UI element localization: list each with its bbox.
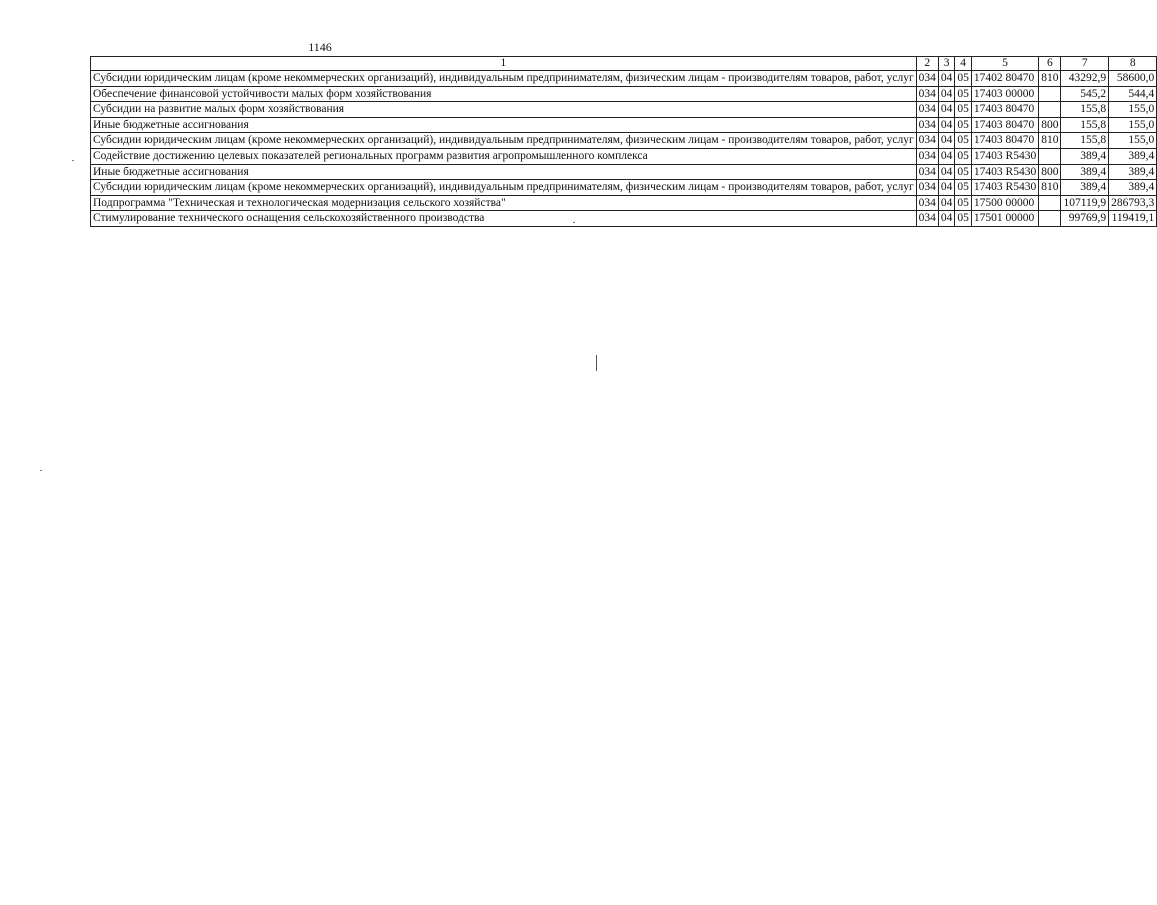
table-row — [91, 86, 1157, 102]
row-col8: 286793,3 — [1109, 195, 1157, 211]
row-ministry: 034 — [916, 133, 938, 149]
column-header-1: 1 — [91, 57, 917, 71]
row-target: 17403 80470 — [971, 117, 1038, 133]
row-target: 17501 00000 — [971, 211, 1038, 227]
row-section: 04 — [938, 117, 955, 133]
row-col8: 58600,0 — [1109, 71, 1157, 87]
table-row — [91, 180, 1157, 196]
row-section: 04 — [938, 86, 955, 102]
row-name: Субсидии юридическим лицам (кроме некоммерческих организаций), индивидуальным предпринимателям, физическим лицам - производителям товаров, работ, услуг — [91, 180, 917, 196]
row-col8: 155,0 — [1109, 133, 1157, 149]
row-subsection: 05 — [955, 164, 972, 180]
row-section: 04 — [938, 164, 955, 180]
row-col7: 43292,9 — [1061, 71, 1109, 87]
row-vr: 810 — [1039, 180, 1061, 196]
row-ministry: 034 — [916, 211, 938, 227]
column-header-6: 6 — [1039, 57, 1061, 71]
row-col7: 155,8 — [1061, 102, 1109, 118]
row-subsection: 05 — [955, 133, 972, 149]
row-vr: 800 — [1039, 164, 1061, 180]
scan-speck — [72, 160, 74, 161]
column-header-7: 7 — [1061, 57, 1109, 71]
row-vr — [1039, 86, 1061, 102]
row-section: 04 — [938, 133, 955, 149]
row-name: Субсидии юридическим лицам (кроме некоммерческих организаций), индивидуальным предпринимателям, физическим лицам - производителям товаров, работ, услуг — [91, 71, 917, 87]
row-ministry: 034 — [916, 86, 938, 102]
row-vr — [1039, 102, 1061, 118]
row-name: Иные бюджетные ассигнования — [91, 117, 917, 133]
row-name: Стимулирование технического оснащения сельскохозяйственного производства — [91, 211, 917, 227]
row-target: 17403 80470 — [971, 102, 1038, 118]
table-row — [91, 164, 1157, 180]
row-col8: 155,0 — [1109, 117, 1157, 133]
row-col7: 155,8 — [1061, 117, 1109, 133]
row-subsection: 05 — [955, 102, 972, 118]
row-col7: 155,8 — [1061, 133, 1109, 149]
row-subsection: 05 — [955, 148, 972, 164]
row-ministry: 034 — [916, 117, 938, 133]
page-number: 1146 — [308, 40, 332, 54]
row-name: Иные бюджетные ассигнования — [91, 164, 917, 180]
row-section: 04 — [938, 71, 955, 87]
row-section: 04 — [938, 195, 955, 211]
row-target: 17403 00000 — [971, 86, 1038, 102]
row-target: 17403 R5430 — [971, 180, 1038, 196]
row-name: Субсидии на развитие малых форм хозяйствования — [91, 102, 917, 118]
row-subsection: 05 — [955, 180, 972, 196]
row-vr: 810 — [1039, 71, 1061, 87]
column-header-2: 2 — [916, 57, 938, 71]
row-col8: 119419,1 — [1109, 211, 1157, 227]
header-row — [91, 57, 1157, 71]
row-target: 17402 80470 — [971, 71, 1038, 87]
row-name: Обеспечение финансовой устойчивости малых форм хозяйствования — [91, 86, 917, 102]
column-header-3: 3 — [938, 57, 955, 71]
row-col8: 389,4 — [1109, 164, 1157, 180]
row-ministry: 034 — [916, 180, 938, 196]
row-target: 17500 00000 — [971, 195, 1038, 211]
row-vr — [1039, 195, 1061, 211]
row-name: Субсидии юридическим лицам (кроме некоммерческих организаций), индивидуальным предпринимателям, физическим лицам - производителям товаров, работ, услуг — [91, 133, 917, 149]
row-name: Содействие достижению целевых показателей региональных программ развития агропромышленного комплекса — [91, 148, 917, 164]
scan-speck — [573, 222, 575, 223]
row-col7: 545,2 — [1061, 86, 1109, 102]
table-row — [91, 211, 1157, 227]
row-col8: 155,0 — [1109, 102, 1157, 118]
row-col7: 389,4 — [1061, 180, 1109, 196]
row-ministry: 034 — [916, 148, 938, 164]
row-target: 17403 R5430 — [971, 148, 1038, 164]
row-col7: 107119,9 — [1061, 195, 1109, 211]
row-ministry: 034 — [916, 164, 938, 180]
budget-table — [90, 56, 1157, 227]
column-header-5: 5 — [971, 57, 1038, 71]
row-vr: 800 — [1039, 117, 1061, 133]
row-section: 04 — [938, 211, 955, 227]
table-row — [91, 102, 1157, 118]
row-ministry: 034 — [916, 102, 938, 118]
row-col7: 389,4 — [1061, 164, 1109, 180]
row-section: 04 — [938, 180, 955, 196]
row-col8: 389,4 — [1109, 148, 1157, 164]
row-section: 04 — [938, 148, 955, 164]
row-col8: 389,4 — [1109, 180, 1157, 196]
table-row — [91, 148, 1157, 164]
row-vr: 810 — [1039, 133, 1061, 149]
row-col8: 544,4 — [1109, 86, 1157, 102]
row-subsection: 05 — [955, 211, 972, 227]
scan-mark — [596, 355, 597, 371]
row-ministry: 034 — [916, 71, 938, 87]
row-target: 17403 80470 — [971, 133, 1038, 149]
column-header-4: 4 — [955, 57, 972, 71]
row-col7: 99769,9 — [1061, 211, 1109, 227]
row-subsection: 05 — [955, 71, 972, 87]
row-subsection: 05 — [955, 195, 972, 211]
row-col7: 389,4 — [1061, 148, 1109, 164]
table-row — [91, 195, 1157, 211]
table-row — [91, 117, 1157, 133]
row-vr — [1039, 211, 1061, 227]
row-name: Подпрограмма "Техническая и технологическая модернизация сельского хозяйства" — [91, 195, 917, 211]
row-ministry: 034 — [916, 195, 938, 211]
row-vr — [1039, 148, 1061, 164]
row-section: 04 — [938, 102, 955, 118]
column-header-8: 8 — [1109, 57, 1157, 71]
table-row — [91, 71, 1157, 87]
row-subsection: 05 — [955, 86, 972, 102]
table-row — [91, 133, 1157, 149]
scan-speck — [40, 470, 42, 471]
row-target: 17403 R5430 — [971, 164, 1038, 180]
row-subsection: 05 — [955, 117, 972, 133]
